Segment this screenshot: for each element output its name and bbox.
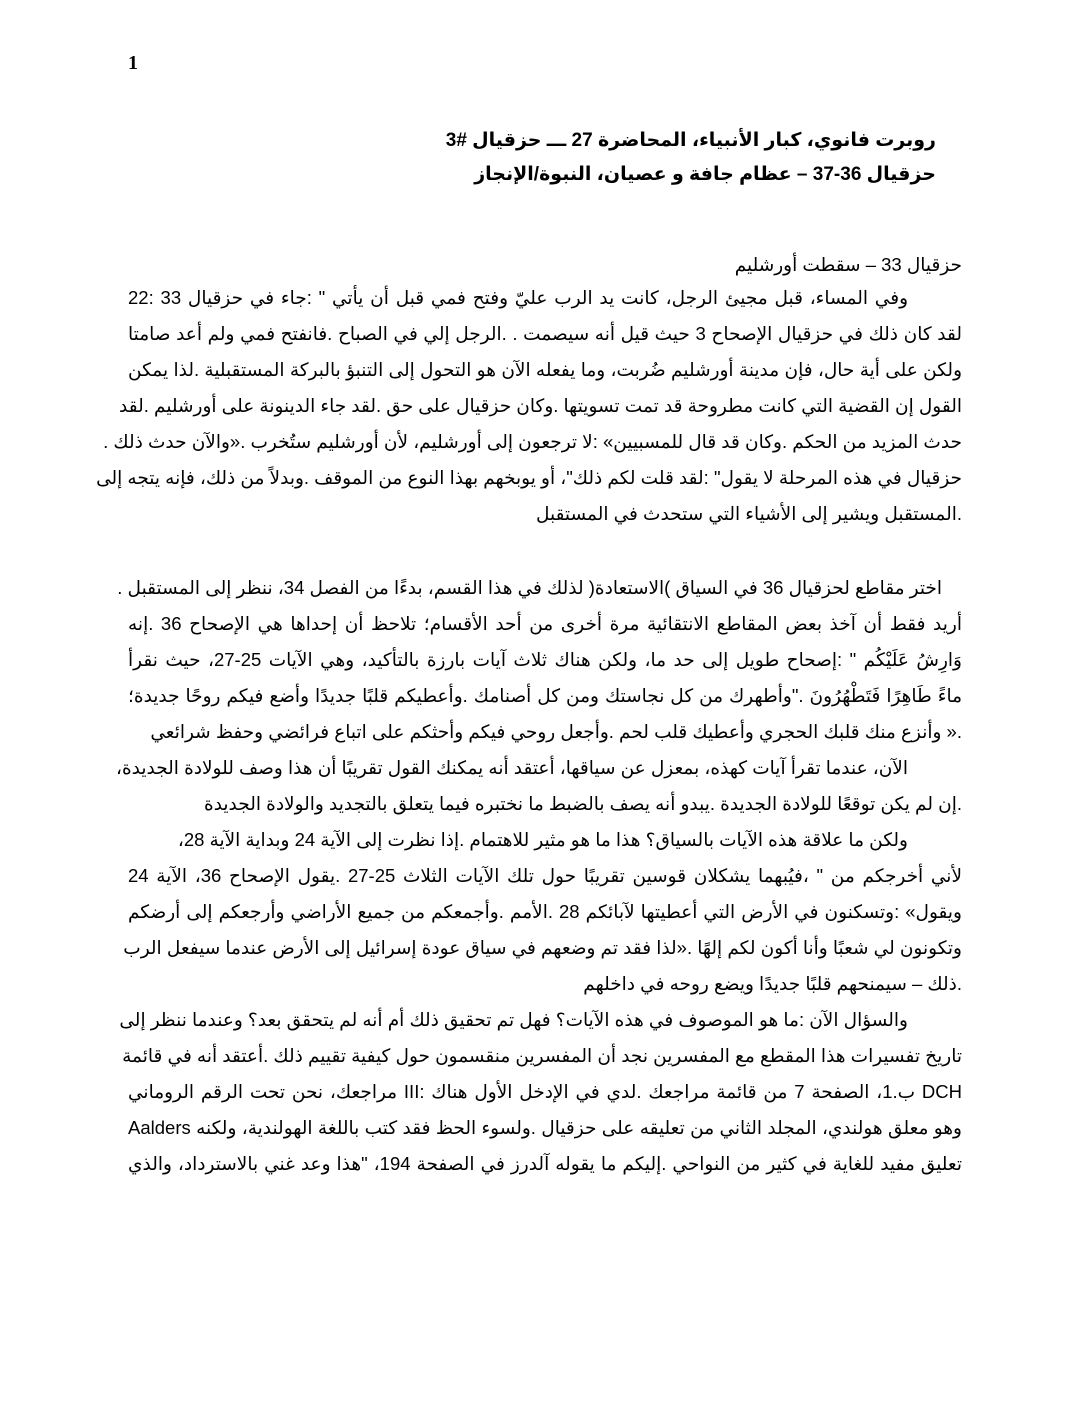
text-line: تعليق مفيد للغاية في كثير من النواحي .إليكم ما يقوله آلدرز في الصفحة 194، "هذا وعد غني بالاسترداد، والذي bbox=[128, 1153, 962, 1174]
text-line: .المستقبل ويشير إلى الأشياء التي ستحدث في المستقبل bbox=[535, 503, 962, 524]
text-line: وفي المساء، قبل مجيئ الرجل، كانت يد الرب عليّ وفتح فمي قبل أن يأتي " :جاء في حزقيال 33 :22 bbox=[128, 287, 908, 308]
text-line: .« وأنزع منك قلبك الحجري وأعطيك قلب لحم .وأجعل روحي فيكم وأحثكم على اتباع فرائضي وحفظ شرائعي bbox=[150, 721, 962, 742]
text-line: DCH ب.1، الصفحة 7 من قائمة مراجعك .لدي في الإدخل الأول هناك :III مراجعك، نحن تحت الرقم الروماني bbox=[128, 1081, 963, 1102]
text-line: والسؤال الآن :ما هو الموصوف في هذه الآيات؟ فهل تم تحقيق ذلك أم أنه لم يتحقق بعد؟ وعندما ننظر إلى bbox=[119, 1009, 908, 1030]
text-line: ولكن على أية حال، فإن مدينة أورشليم ضُربت، وما يفعله الآن هو التحول إلى التنبؤ بالبركة المستقبلية .لذا يمكن bbox=[128, 359, 962, 380]
paragraph-gap bbox=[128, 532, 962, 570]
text-line: وَارِشُ عَلَيْكُم " :إصحاح طويل إلى حد ما، ولكن هناك ثلاث آيات بارزة بالتأكيد، وهي الآيات 25-27، حيث نقرأ bbox=[128, 649, 962, 670]
title-line-subject: حزقيال 36-37 – عظام جافة و عصيان، النبوة/الإنجاز bbox=[474, 164, 936, 185]
text-line: الآن، عندما تقرأ آيات كهذه، بمعزل عن سياقها، أعتقد أنه يمكنك القول تقريبًا أن هذا وصف للولادة الجديدة، bbox=[115, 757, 908, 778]
text-line: ولكن ما علاقة هذه الآيات بالسياق؟ هذا ما هو مثير للاهتمام .إذا نظرت إلى الآية 24 وبداية الآية 28، bbox=[177, 829, 908, 850]
document-title bbox=[446, 124, 936, 192]
section-heading: حزقيال 33 – سقطت أورشليم bbox=[734, 254, 962, 275]
text-line: أريد فقط أن آخذ بعض المقاطع الانتقائية مرة أخرى من أحد الأقسام؛ تلاحظ أن إحداها هي الإصحاح 36 .إنه bbox=[128, 613, 962, 634]
paragraph-ezekiel-33 bbox=[96, 280, 963, 532]
text-line: القول إن القضية التي كانت مطروحة قد تمت تسويتها .وكان حزقيال على حق .لقد جاء الدينونة على أورشليم .لقد bbox=[119, 395, 962, 416]
text-line: اختر مقاطع لحزقيال 36 في السياق )الاستعادة( لذلك في هذا القسم، بدءًا من الفصل 34، ننظر إلى المستقبل . bbox=[117, 577, 942, 598]
title-line-lecture: روبرت فانوي، كبار الأنبياء، المحاضرة 27 ـــ حزقيال #3 bbox=[445, 130, 936, 151]
text-line: حزقيال في هذه المرحلة لا يقول" :لقد قلت لكم ذلك"، أو يوبخهم بهذا النوع من الموقف .وبدلاً من ذلك، فإنه يتجه إلى bbox=[96, 467, 962, 488]
page-number: 1 bbox=[128, 52, 138, 74]
text-line: لقد كان ذلك في حزقيال الإصحاح 3 حيث قيل أنه سيصمت . .الرجل إلي في الصباح .فانفتح فمي ولم أعد صامتا bbox=[128, 323, 963, 344]
text-line: تاريخ تفسيرات هذا المقطع مع المفسرين نجد أن المفسرين منقسمون حول كيفية تقييم ذلك .أعتقد أنه في قائمة bbox=[122, 1045, 962, 1066]
paragraph-ezekiel-36 bbox=[115, 570, 963, 1182]
text-line: ويقول» :وتسكنون في الأرض التي أعطيتها لآبائكم 28 .الأمم .وأجمعكم من جميع الأراضي وأرجعكم إلى أرضكم bbox=[128, 901, 962, 922]
text-line: لأني أخرجكم من " ،فيُبهما يشكلان قوسين تقريبًا حول تلك الآيات الثلاث 25-27 .يقول الإصحاح 36، الآية 24 bbox=[128, 865, 962, 886]
text-line: .إن لم يكن توقعًا للولادة الجديدة .يبدو أنه يصف بالضبط ما نختبره فيما يتعلق بالتجديد والولادة الجديدة bbox=[204, 793, 962, 814]
document-body bbox=[96, 250, 963, 1182]
text-line: .ذلك – سيمنحهم قلبًا جديدًا ويضع روحه في داخلهم bbox=[583, 973, 962, 994]
text-line: وتكونون لي شعبًا وأنا أكون لكم إلهًا .«لذا فقد تم وضعهم في سياق عودة إسرائيل إلى الأرض عندما سيفعل الرب bbox=[123, 937, 962, 958]
text-line: وهو معلق هولندي، المجلد الثاني من تعليقه على حزقيال .ولسوء الحظ فقد كتب باللغة الهولندية، ولكنه Aalders bbox=[128, 1117, 962, 1138]
text-line: حدث المزيد من الحكم .وكان قد قال للمسبيين» :لا ترجعون إلى أورشليم، لأن أورشليم ستُخرب .«والآن حدث ذلك . bbox=[103, 431, 962, 452]
text-line: ماءً طَاهِرًا فَتَطْهُرُونَ ."وأطهرك من كل نجاستك ومن كل أصنامك .وأعطيكم قلبًا جديدًا وأضع فيكم روحًا جديدة؛ bbox=[128, 685, 962, 706]
